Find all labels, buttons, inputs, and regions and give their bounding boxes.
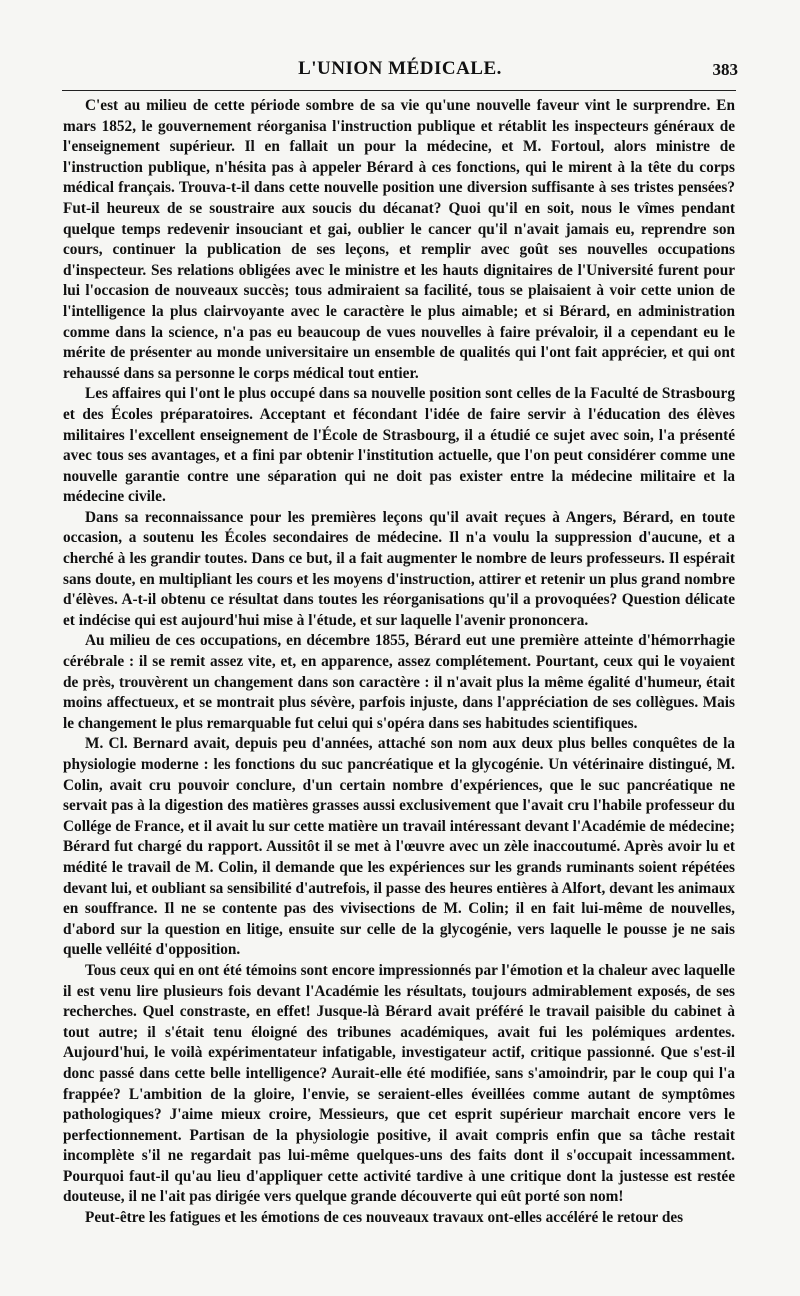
- page-header: [62, 58, 738, 84]
- page-number: 383: [712, 60, 738, 79]
- running-title: L'UNION MÉDICALE.: [298, 58, 502, 79]
- paragraph: Au milieu de ces occupations, en décembre 1855, Bérard eut une première atteinte d'hémorrhagie cérébrale : il se remit assez vite, et, en apparence, assez complétement. Pourtant, ceux qui le voyaient de près, trouvèrent un changement dans son caractère : il n'avait plus la même égalité d'humeur, était moins affectueux, et se montrait plus sévère, parfois injuste, dans l'appréciation de ses collègues. Mais le changement le plus remarquable fut celui qui s'opéra dans ses habitudes scientifiques.: [63, 632, 735, 732]
- paragraph: Dans sa reconnaissance pour les premières leçons qu'il avait reçues à Angers, Bérard, en toute occasion, a soutenu les Écoles secondaires de médecine. Il n'a voulu la suppression d'aucune, et a cherché à les grandir toutes. Dans ce but, il a fait augmenter le nombre de leurs professeurs. Il espérait sans doute, en multipliant les cours et les moyens d'instruction, attirer et retenir un plus grand nombre d'élèves. A-t-il obtenu ce résultat dans toutes les réorganisations qu'il a provoquées? Question délicate et indécise qui est aujourd'hui mise à l'étude, et sur laquelle l'avenir prononcera.: [63, 508, 735, 629]
- paragraph: M. Cl. Bernard avait, depuis peu d'années, attaché son nom aux deux plus belles conquêtes de la physiologie moderne : les fonctions du suc pancréatique et la glycogénie. Un vétérinaire distingué, M. Colin, avait cru pouvoir conclure, d'un certain nombre d'expériences, que le suc pancréatique ne servait pas à la digestion des matières grasses aussi exclusivement que l'avait cru l'habile professeur du Collége de France, et il avait lu sur cette matière un travail intéressant devant l'Académie de médecine; Bérard fut chargé du rapport. Aussitôt il se met à l'œuvre avec un zèle inaccoutumé. Après avoir lu et médité le travail de M. Colin, il demande que les expériences sur les grands ruminants soient répétées devant lui, et oubliant sa sensibilité d'autrefois, il passe des heures entières à Alfort, devant les animaux en souffrance. Il ne se contente pas des vivisections de M. Colin; il en fait lui-même de nouvelles, d'abord sur la question en litige, ensuite sur celle de la glycogénie, vers laquelle le pousse je ne sais quelle velléité d'opposition.: [63, 735, 735, 959]
- header-rule: [62, 90, 736, 91]
- body-text: [63, 96, 735, 1229]
- paragraph: Les affaires qui l'ont le plus occupé dans sa nouvelle position sont celles de la Faculté de Strasbourg et des Écoles préparatoires. Acceptant et fécondant l'idée de faire servir à l'éducation des élèves militaires l'excellent enseignement de l'École de Strasbourg, il a étudié ce sujet avec soin, l'a présenté avec tous ses avantages, et a fini par obtenir l'institution actuelle, que l'on peut considérer comme une nouvelle garantie contre une séparation qui ne doit pas exister entre la médecine militaire et la médecine civile.: [63, 385, 735, 506]
- paragraph: C'est au milieu de cette période sombre de sa vie qu'une nouvelle faveur vint le surprendre. En mars 1852, le gouvernement réorganisa l'instruction publique et rétablit les inspecteurs généraux de l'enseignement supérieur. Il en fallait un pour la médecine, et M. Fortoul, alors ministre de l'instruction publique, n'hésita pas à appeler Bérard à ces fonctions, qui le mirent à la tête du corps médical français. Trouva-t-il dans cette nouvelle position une diversion suffisante à ses tristes pensées? Fut-il heureux de se soustraire aux soucis du décanat? Quoi qu'il en soit, nous le vîmes pendant quelque temps redevenir insouciant et gai, oublier le cancer qu'il n'avait jamais eu, reprendre son cours, continuer la publication de ses leçons, et remplir avec goût ses nouvelles occupations d'inspecteur. Ses relations obligées avec le ministre et les hauts dignitaires de l'Université furent pour lui l'occasion de nouveaux succès; tous admiraient sa facilité, tous se plaisaient à voir cette union de l'intelligence la plus clairvoyante avec le caractère le plus aimable; et si Bérard, en administration comme dans la science, n'a pas eu beaucoup de vues nouvelles à faire prévaloir, il a cependant eu le mérite de présenter au monde universitaire un ensemble de qualités qui l'ont fait apprécier, et qui ont rehaussé dans sa personne le corps médical tout entier.: [63, 97, 735, 382]
- paragraph: Tous ceux qui en ont été témoins sont encore impressionnés par l'émotion et la chaleur avec laquelle il est venu lire plusieurs fois devant l'Académie les résultats, toujours admirablement exposés, de ses recherches. Quel constraste, en effet! Jusque-là Bérard avait préféré le travail paisible du cabinet à tout autre; il s'était tenu éloigné des tribunes académiques, avait fui les polémiques ardentes. Aujourd'hui, le voilà expérimentateur infatigable, investigateur actif, critique passionné. Que s'est-il donc passé dans cette belle intelligence? Aurait-elle été modifiée, sans s'amoindrir, par le coup qui l'a frappée? L'ambition de la gloire, l'envie, se seraient-elles éveillées comme autant de symptômes pathologiques? J'aime mieux croire, Messieurs, que cet esprit supérieur marchait encore vers le perfectionnement. Partisan de la physiologie positive, il avait compris enfin que sa tâche restait incomplète s'il ne regardait pas lui-même quelques-uns des faits dont il s'occupait incessamment. Pourquoi faut-il qu'au lieu d'appliquer cette activité tardive à une critique dont la justesse est restée douteuse, il ne l'ait pas dirigée vers quelque grande découverte qui eût porté son nom!: [63, 961, 735, 1206]
- paragraph: Peut-être les fatigues et les émotions de ces nouveaux travaux ont-elles accéléré le retour des: [85, 1209, 684, 1227]
